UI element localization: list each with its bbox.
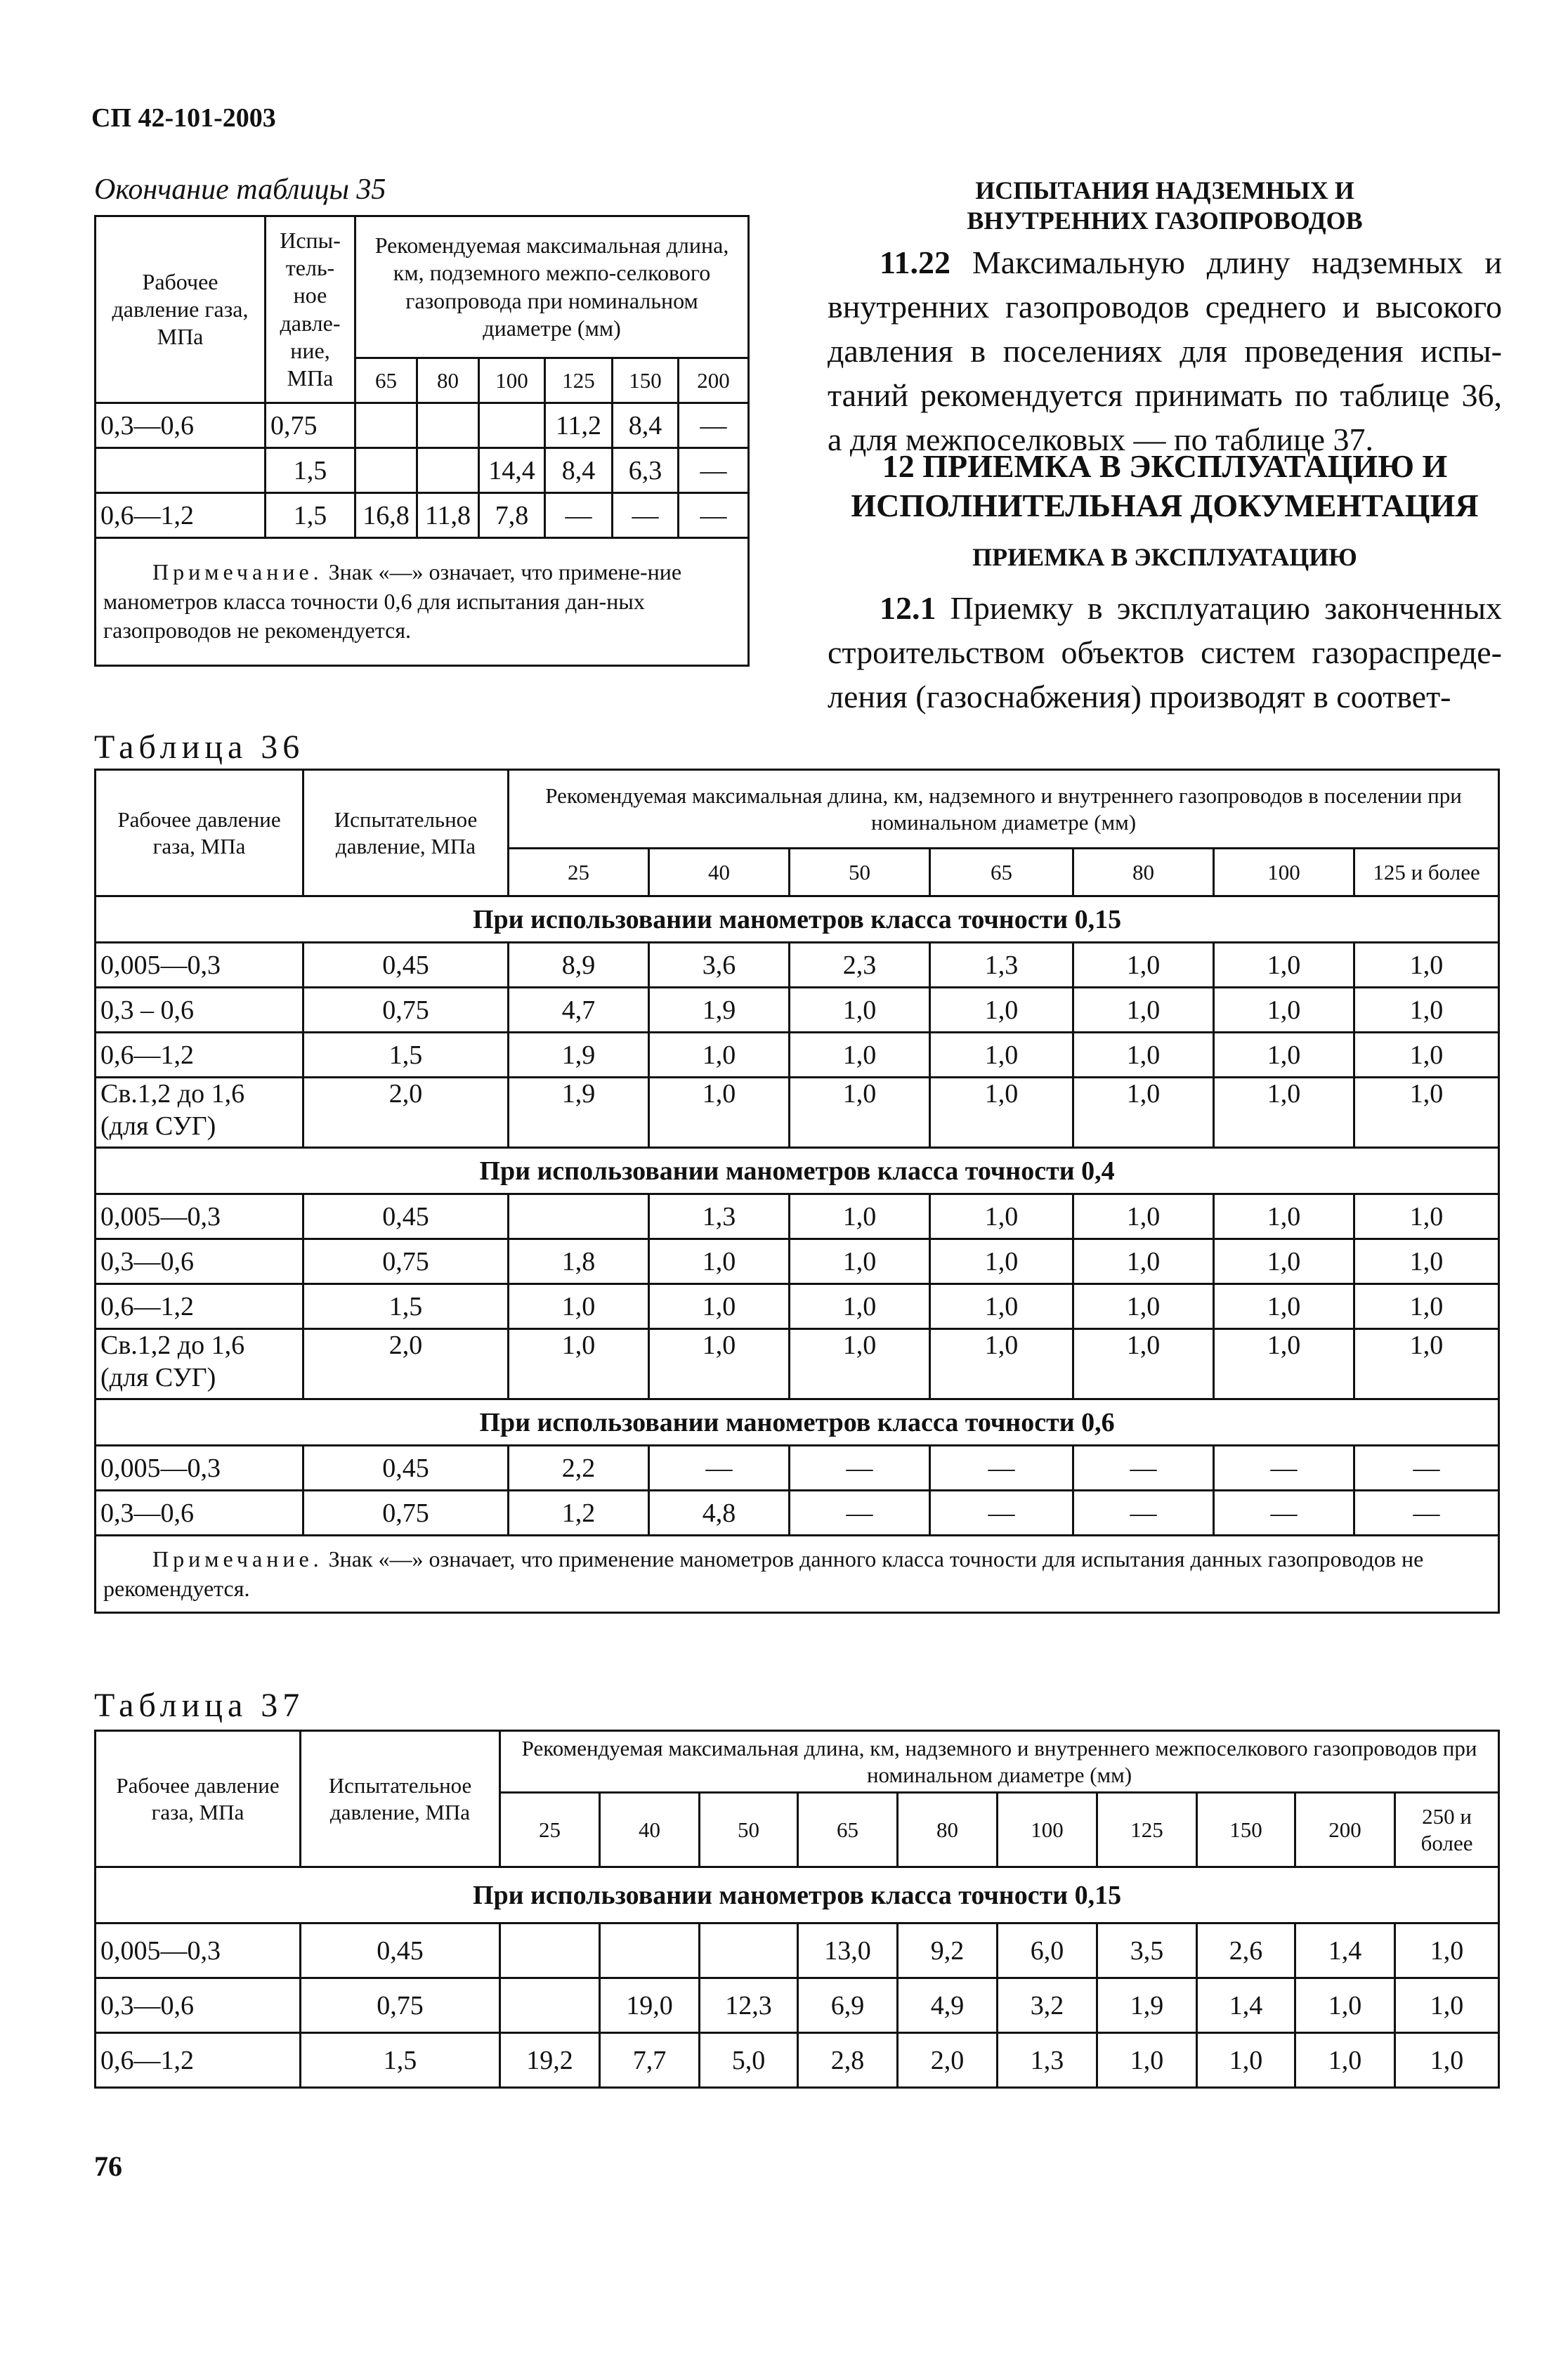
t36-cell-pressure: 0,6—1,2: [96, 1033, 303, 1078]
t36-cell-test: 0,45: [303, 943, 509, 988]
t37-cell: 1,0: [1395, 1978, 1499, 2033]
table-row: [96, 1329, 1499, 1399]
t36-diameter: 40: [649, 849, 790, 896]
t37-cell: 1,9: [1097, 1978, 1197, 2033]
t36-note-label: Примечание.: [152, 1546, 323, 1572]
t36-cell: 1,9: [509, 1033, 649, 1078]
t37-diameter: 200: [1295, 1793, 1395, 1867]
t35-cell: [479, 403, 545, 448]
t36-cell: 1,0: [790, 1239, 930, 1284]
t36-cell: 4,7: [509, 988, 649, 1033]
t37-cell-pressure: 0,6—1,2: [96, 2033, 301, 2088]
t36-cell: 1,9: [509, 1078, 649, 1148]
table-row: [96, 1446, 1499, 1491]
t36-cell: 1,0: [790, 1078, 930, 1148]
t36-cell-pressure: 0,3 – 0,6: [96, 988, 303, 1033]
t37-cell: 12,3: [700, 1978, 798, 2033]
t36-diameter: 50: [790, 849, 930, 896]
t36-cell: 8,9: [509, 943, 649, 988]
t35-cell: [355, 403, 417, 448]
t36-cell: 2,3: [790, 943, 930, 988]
t36-cell: [509, 1194, 649, 1239]
t36-cell: 1,0: [649, 1033, 790, 1078]
table36-caption: Таблица 36: [94, 729, 305, 766]
t36-cell: 1,0: [1214, 1239, 1354, 1284]
t37-cell: 7,7: [600, 2033, 700, 2088]
chapter-heading: 12 ПРИЕМКА В ЭКСПЛУАТАЦИЮ И ИСПОЛНИТЕЛЬНАЯ ДОКУМЕНТАЦИЯ: [851, 448, 1479, 524]
t37-cell-pressure: 0,3—0,6: [96, 1978, 301, 2033]
table-row: [96, 1491, 1499, 1536]
t36-cell: 1,3: [649, 1194, 790, 1239]
table-row: [96, 1078, 1499, 1148]
t36-cell: 1,0: [649, 1239, 790, 1284]
t35-col-group: Рекомендуемая максимальная длина, км, подземного межпо-селкового газопровода при номинальном диаметре (мм): [355, 216, 749, 358]
t37-cell-test: 0,75: [301, 1978, 500, 2033]
t36-cell: 1,0: [1214, 1194, 1354, 1239]
t37-cell: [600, 1923, 700, 1978]
sub-heading: ПРИЕМКА В ЭКСПЛУАТАЦИЮ: [972, 543, 1357, 571]
table-row: [96, 1194, 1499, 1239]
t37-cell: 1,0: [1197, 2033, 1295, 2088]
t37-diameter: 100: [998, 1793, 1097, 1867]
t37-cell: 1,0: [1395, 1923, 1499, 1978]
t35-cell: 16,8: [355, 493, 417, 538]
t36-cell-pressure: 0,005—0,3: [96, 1194, 303, 1239]
t36-cell-pressure: 0,3—0,6: [96, 1239, 303, 1284]
t35-diameter: 80: [417, 358, 479, 403]
table-36: [94, 769, 1500, 1614]
t36-col-pressure: Рабочее давление газа, МПа: [96, 770, 303, 896]
t36-cell: —: [790, 1446, 930, 1491]
t36-cell: 1,0: [930, 1194, 1073, 1239]
t37-diameter: 40: [600, 1793, 700, 1867]
t36-cell: 1,0: [790, 1033, 930, 1078]
t37-cell-test: 0,45: [301, 1923, 500, 1978]
t36-cell: 1,0: [1073, 988, 1214, 1033]
t35-cell-test: 0,75: [266, 403, 355, 448]
t36-cell: 1,0: [649, 1284, 790, 1329]
t36-diameter: 65: [930, 849, 1073, 896]
t37-cell: 2,6: [1197, 1923, 1295, 1978]
t36-cell: —: [1214, 1491, 1354, 1536]
t35-cell: —: [679, 403, 749, 448]
section-row: [96, 1148, 1499, 1194]
t36-cell: 1,3: [930, 943, 1073, 988]
t35-cell: 7,8: [479, 493, 545, 538]
t37-cell: 9,2: [898, 1923, 998, 1978]
t35-col-test: Испы-тель-ное давле-ние, МПа: [266, 216, 355, 403]
table-row: [96, 943, 1499, 988]
t36-diameter: 80: [1073, 849, 1214, 896]
t36-cell: 1,0: [1073, 943, 1214, 988]
t35-cell: 8,4: [545, 448, 613, 493]
t36-cell: 1,0: [930, 1033, 1073, 1078]
t35-diameter: 125: [545, 358, 613, 403]
t36-cell: —: [1073, 1491, 1214, 1536]
t37-cell: 1,0: [1395, 2033, 1499, 2088]
t36-cell: 1,0: [1214, 1078, 1354, 1148]
t37-section-title: При использовании манометров класса точности 0,15: [96, 1867, 1499, 1923]
t35-cell-pressure: 0,3—0,6: [96, 403, 266, 448]
table-row: [96, 493, 749, 538]
t35-cell: 6,3: [613, 448, 679, 493]
t36-cell: 1,0: [1073, 1284, 1214, 1329]
table-row: [96, 1284, 1499, 1329]
t36-cell: 1,9: [649, 988, 790, 1033]
t36-cell-pressure: 0,6—1,2: [96, 1284, 303, 1329]
document-code: СП 42-101-2003: [91, 103, 276, 133]
t36-cell-pressure: 0,005—0,3: [96, 943, 303, 988]
t35-diameter: 100: [479, 358, 545, 403]
t36-cell-test: 2,0: [303, 1078, 509, 1148]
t36-cell: 4,8: [649, 1491, 790, 1536]
t36-cell-test: 0,45: [303, 1446, 509, 1491]
t36-cell: 1,0: [790, 1284, 930, 1329]
t36-cell-test: 0,75: [303, 1491, 509, 1536]
t36-cell: 1,0: [1354, 1194, 1499, 1239]
t37-col-pressure: Рабочее давление газа, МПа: [96, 1731, 301, 1867]
t36-col-group: Рекомендуемая максимальная длина, км, надземного и внутреннего газопроводов в поселении при номинальном диаметре (мм): [509, 770, 1499, 849]
t37-diameter: 80: [898, 1793, 998, 1867]
t36-cell: 1,0: [1073, 1239, 1214, 1284]
table-row: [96, 1239, 1499, 1284]
t36-section-title: При использовании манометров класса точности 0,6: [96, 1399, 1499, 1446]
t37-cell: 19,2: [500, 2033, 600, 2088]
t35-col-pressure: Рабочее давление газа, МПа: [96, 216, 266, 403]
t36-cell: 1,0: [930, 988, 1073, 1033]
t35-cell: —: [679, 448, 749, 493]
t36-col-test: Испытательное давление, МПа: [303, 770, 509, 896]
t36-cell: 1,0: [1354, 988, 1499, 1033]
t36-cell: 1,0: [649, 1078, 790, 1148]
t36-cell: 1,0: [1354, 1033, 1499, 1078]
t37-cell: 2,8: [798, 2033, 898, 2088]
t36-cell: 1,0: [790, 1329, 930, 1399]
page-number: 76: [94, 2150, 122, 2182]
t36-cell: 1,0: [1354, 1284, 1499, 1329]
t35-note: [96, 538, 749, 666]
t37-cell: 6,0: [998, 1923, 1097, 1978]
paragraph-12-1: [828, 586, 1502, 719]
t35-cell: 8,4: [613, 403, 679, 448]
t36-cell-test: 1,5: [303, 1284, 509, 1329]
t36-section-title: При использовании манометров класса точности 0,4: [96, 1148, 1499, 1194]
t36-section-title: При использовании манометров класса точности 0,15: [96, 896, 1499, 943]
t35-cell: 11,8: [417, 493, 479, 538]
table-row: [96, 2033, 1499, 2088]
t36-cell: 1,0: [930, 1239, 1073, 1284]
table-row: [96, 448, 749, 493]
t35-cell: [355, 448, 417, 493]
t36-cell: 1,0: [1073, 1078, 1214, 1148]
t36-cell-test: 2,0: [303, 1329, 509, 1399]
t36-diameter: 100: [1214, 849, 1354, 896]
t36-diameter: 25: [509, 849, 649, 896]
t36-cell-test: 0,45: [303, 1194, 509, 1239]
t37-cell: 2,0: [898, 2033, 998, 2088]
t36-cell: 1,0: [1073, 1033, 1214, 1078]
t36-cell-pressure: 0,005—0,3: [96, 1446, 303, 1491]
t36-note-text: Знак «—» означает, что применение манометров данного класса точности для испытания данных газопроводов не рекомендуется.: [103, 1546, 1424, 1601]
t35-cell-test: 1,5: [266, 448, 355, 493]
t36-cell: —: [930, 1491, 1073, 1536]
table-row: [96, 1978, 1499, 2033]
table37-caption: Таблица 37: [94, 1687, 305, 1724]
t35-diameter: 150: [613, 358, 679, 403]
t36-cell: —: [1214, 1446, 1354, 1491]
t36-cell: —: [1354, 1446, 1499, 1491]
t37-cell: 4,9: [898, 1978, 998, 2033]
t36-cell: 1,0: [1354, 1239, 1499, 1284]
t37-cell: 1,3: [998, 2033, 1097, 2088]
t35-cell-pressure: [96, 448, 266, 493]
t35-diameter: 200: [679, 358, 749, 403]
t36-diameter: 125 и более: [1354, 849, 1499, 896]
t36-cell: 1,0: [790, 1194, 930, 1239]
t37-cell-pressure: 0,005—0,3: [96, 1923, 301, 1978]
t36-cell-pressure: Св.1,2 до 1,6 (для СУГ): [96, 1329, 303, 1399]
t36-cell: 1,0: [790, 988, 930, 1033]
t37-cell: 1,0: [1295, 1978, 1395, 2033]
t36-cell: —: [790, 1491, 930, 1536]
paragraph-number: 12.1: [880, 590, 936, 626]
table-row: [96, 1033, 1499, 1078]
table-row: [96, 1923, 1499, 1978]
t36-cell: —: [930, 1446, 1073, 1491]
t37-diameter: 50: [700, 1793, 798, 1867]
t37-cell: 1,0: [1097, 2033, 1197, 2088]
section-row: [96, 1399, 1499, 1446]
t37-cell: 6,9: [798, 1978, 898, 2033]
table35-caption: Окончание таблицы 35: [94, 174, 386, 206]
t37-diameter: 250 и более: [1395, 1793, 1499, 1867]
t36-cell: 1,0: [1354, 1078, 1499, 1148]
t35-cell: —: [545, 493, 613, 538]
t35-cell: —: [613, 493, 679, 538]
t35-diameter: 65: [355, 358, 417, 403]
t37-cell: 1,0: [1295, 2033, 1395, 2088]
t36-cell: —: [649, 1446, 790, 1491]
t36-cell-pressure: 0,3—0,6: [96, 1491, 303, 1536]
t37-cell: 1,4: [1295, 1923, 1395, 1978]
t36-cell: 1,2: [509, 1491, 649, 1536]
t36-cell-pressure: Св.1,2 до 1,6 (для СУГ): [96, 1078, 303, 1148]
t37-cell: 13,0: [798, 1923, 898, 1978]
t37-cell: [500, 1923, 600, 1978]
t35-note-label: Примечание.: [152, 559, 323, 585]
t36-cell: —: [1354, 1491, 1499, 1536]
t35-cell: —: [679, 493, 749, 538]
t36-cell: 1,0: [649, 1329, 790, 1399]
t36-cell: 1,0: [1073, 1194, 1214, 1239]
t36-cell: 1,0: [1214, 1329, 1354, 1399]
t36-cell: 1,0: [930, 1329, 1073, 1399]
t37-col-test: Испытательное давление, МПа: [301, 1731, 500, 1867]
t36-cell: 1,0: [930, 1078, 1073, 1148]
table-row: [96, 403, 749, 448]
t36-cell: 1,0: [1214, 1033, 1354, 1078]
t37-cell: 5,0: [700, 2033, 798, 2088]
t36-cell: 3,6: [649, 943, 790, 988]
t37-cell: 3,5: [1097, 1923, 1197, 1978]
t35-cell-pressure: 0,6—1,2: [96, 493, 266, 538]
paragraph-11-22: [828, 240, 1502, 462]
t36-cell: 1,0: [1214, 988, 1354, 1033]
t37-diameter: 65: [798, 1793, 898, 1867]
t37-cell: 1,4: [1197, 1978, 1295, 2033]
t35-cell-test: 1,5: [266, 493, 355, 538]
paragraph-number: 11.22: [880, 244, 950, 280]
t37-cell: [500, 1978, 600, 2033]
t37-diameter: 25: [500, 1793, 600, 1867]
t36-cell: 2,2: [509, 1446, 649, 1491]
t36-cell: 1,8: [509, 1239, 649, 1284]
paragraph-text: Максимальную длину надземных и внутренних газопроводов среднего и высокого давления в поселениях для проведения испы-таний рекомендуется принимать по таблице 36, а для межпоселковых — по таблице 37.: [828, 244, 1502, 458]
table-row: [96, 988, 1499, 1033]
t36-note: [96, 1536, 1499, 1613]
t35-cell: [417, 403, 479, 448]
t36-cell: 1,0: [509, 1329, 649, 1399]
t36-cell: 1,0: [930, 1284, 1073, 1329]
section-heading: ИСПЫТАНИЯ НАДЗЕМНЫХ И ВНУТРЕННИХ ГАЗОПРОВОДОВ: [967, 176, 1363, 235]
t36-cell: 1,0: [1354, 1329, 1499, 1399]
t35-cell: [417, 448, 479, 493]
t36-cell-test: 1,5: [303, 1033, 509, 1078]
t36-cell-test: 0,75: [303, 988, 509, 1033]
t37-col-group: Рекомендуемая максимальная длина, км, надземного и внутреннего межпоселкового газопроводов при номинальном диаметре (мм): [500, 1731, 1499, 1793]
t37-cell-test: 1,5: [301, 2033, 500, 2088]
t36-cell: 1,0: [1214, 1284, 1354, 1329]
table-35: [94, 215, 750, 667]
t37-diameter: 125: [1097, 1793, 1197, 1867]
t37-cell: 19,0: [600, 1978, 700, 2033]
t37-cell: [700, 1923, 798, 1978]
t36-cell: 1,0: [1073, 1329, 1214, 1399]
table-37: [94, 1730, 1500, 2089]
t36-cell: —: [1073, 1446, 1214, 1491]
t36-cell: 1,0: [509, 1284, 649, 1329]
t35-cell: 14,4: [479, 448, 545, 493]
t36-cell: 1,0: [1214, 943, 1354, 988]
t35-cell: 11,2: [545, 403, 613, 448]
t37-diameter: 150: [1197, 1793, 1295, 1867]
paragraph-text: Приемку в эксплуатацию законченных строительством объектов систем газораспреде-ления (газоснабжения) производят в соответ-: [828, 590, 1502, 715]
t37-cell: 3,2: [998, 1978, 1097, 2033]
t36-cell-test: 0,75: [303, 1239, 509, 1284]
t35-note-text: Знак «—» означает, что примене-ние манометров класса точности 0,6 для испытания дан-ных газопроводов не рекомендуется.: [103, 559, 682, 644]
section-row: [96, 896, 1499, 943]
t36-cell: 1,0: [1354, 943, 1499, 988]
